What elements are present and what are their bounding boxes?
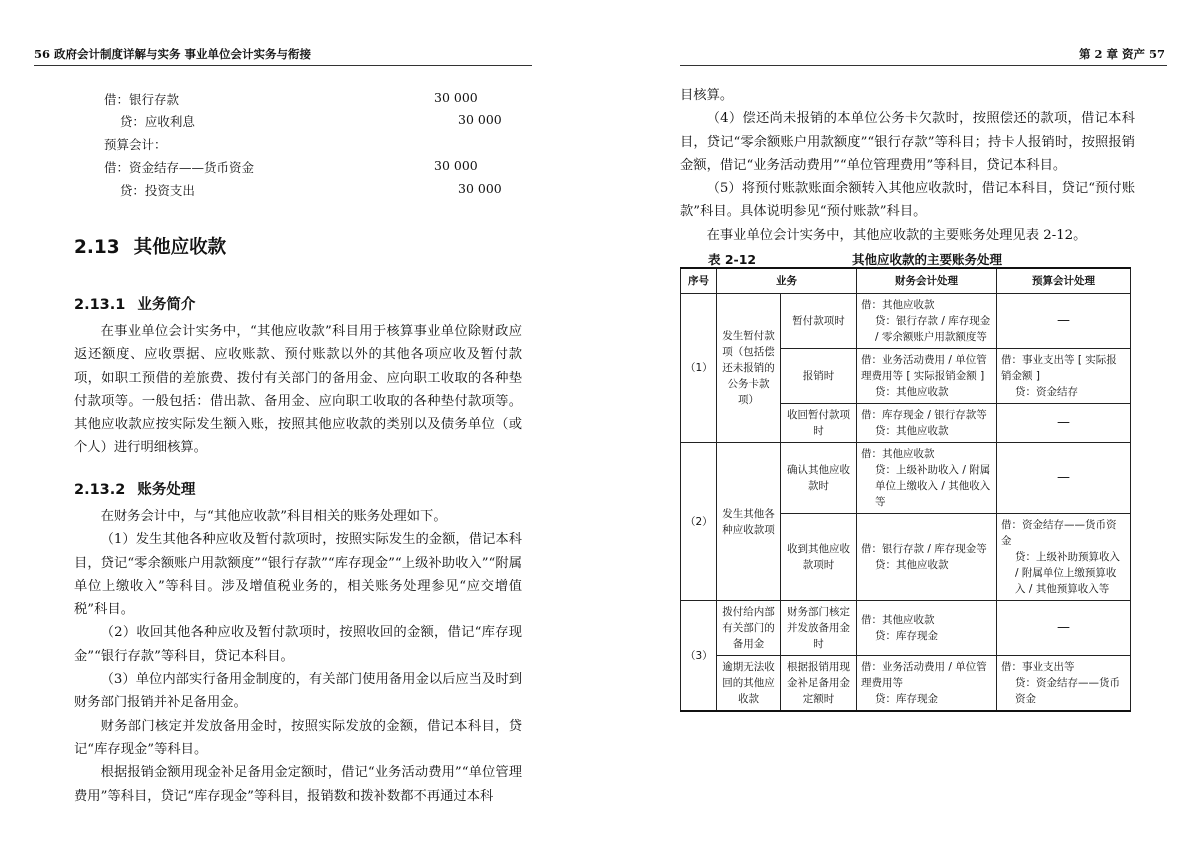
budget-cell: 借：事业支出等 [ 实际报销金额 ] 贷：资金结存	[997, 349, 1131, 404]
row-number: （1）	[681, 294, 717, 443]
budget-cell: 借：事业支出等 贷：资金结存——货币资金	[997, 656, 1131, 712]
journal-amount: 30 000	[434, 90, 478, 105]
journal-line: 预算会计：	[104, 137, 167, 152]
paragraph-block	[680, 84, 1135, 247]
paragraph: 财务部门核定并发放备用金时，按照实际发放的金额，借记本科目，贷记“库存现金”等科目。	[74, 718, 522, 757]
table-number: 表 2-12	[708, 252, 757, 267]
header-rule-left	[34, 65, 532, 66]
row-number: （3）	[681, 601, 717, 712]
sub-business-cell: 确认其他应收款时	[781, 443, 857, 514]
table-row	[681, 656, 1131, 712]
section-number: 2.13	[74, 237, 120, 258]
paragraph: 在财务会计中，与“其他应收款”科目相关的账务处理如下。	[100, 509, 447, 524]
subsection-number: 2.13.2	[74, 482, 126, 498]
financial-cell: 借：其他应收款 贷：上级补助收入 / 附属单位上缴收入 / 其他收入等	[857, 443, 997, 514]
sub-business-cell: 暂付款项时	[781, 294, 857, 349]
budget-cell: —	[997, 294, 1131, 349]
table-header-cell: 预算会计处理	[997, 268, 1131, 294]
table-row	[681, 294, 1131, 349]
journal-amount: 30 000	[458, 181, 502, 196]
paragraph: 根据报销金额用现金补足备用金定额时，借记“业务活动费用”“单位管理费用”等科目，贷记“库存现金”等科目，报销数和拨补数都不再通过本科	[74, 765, 522, 804]
sub-business-cell: 报销时	[781, 349, 857, 404]
journal-line: 借：资金结存——货币资金	[104, 160, 255, 175]
journal-line: 贷：投资支出	[104, 183, 195, 198]
table-title: 其他应收款的主要账务处理	[852, 252, 1003, 267]
business-cell: 发生暂付款项（包括偿还未报销的公务卡款项）	[717, 294, 781, 443]
table-header-cell: 财务会计处理	[857, 268, 997, 294]
financial-cell: 借：银行存款 / 库存现金等 贷：其他应收款	[857, 514, 997, 601]
business-cell: 逾期无法收回的其他应收款	[717, 656, 781, 712]
budget-cell: —	[997, 443, 1131, 514]
budget-cell: —	[997, 601, 1131, 656]
journal-amount: 30 000	[458, 112, 502, 127]
accounting-table	[680, 267, 1131, 712]
business-cell: 拨付给内部有关部门的备用金	[717, 601, 781, 656]
paragraph-block	[74, 320, 522, 460]
financial-cell: 借：其他应收款 贷：银行存款 / 库存现金 / 零余额账户用款额度等	[857, 294, 997, 349]
table-row	[681, 443, 1131, 514]
financial-cell: 借：业务活动费用 / 单位管理费用等 [ 实际报销金额 ] 贷：其他应收款	[857, 349, 997, 404]
section-title: 其他应收款	[133, 237, 227, 258]
subsection-title: 账务处理	[137, 482, 196, 498]
paragraph: （2）收回其他各种应收及暂付款项时，按照收回的金额，借记“库存现金”“银行存款”等科目，贷记本科目。	[74, 625, 522, 664]
journal-amount: 30 000	[434, 158, 478, 173]
sub-business-cell: 根据报销用现金补足备用金定额时	[781, 656, 857, 712]
financial-cell: 借：业务活动费用 / 单位管理费用等 贷：库存现金	[857, 656, 997, 712]
subsection-heading	[74, 293, 195, 314]
paragraph: 在事业单位会计实务中，其他应收款的主要账务处理见表 2-12。	[706, 227, 1087, 243]
paragraph-block	[74, 505, 522, 808]
subsection-number: 2.13.1	[74, 297, 126, 313]
financial-cell: 借：库存现金 / 银行存款等 贷：其他应收款	[857, 404, 997, 443]
section-heading	[74, 233, 226, 259]
paragraph: （3）单位内部实行备用金制度的，有关部门使用备用金以后应当及时到财务部门报销并补足备用金。	[74, 672, 522, 711]
page-header-left: 56 政府会计制度详解与实务 事业单位会计实务与衔接	[34, 47, 312, 61]
paragraph: （5）将预付账款账面余额转入其他应收款时，借记本科目，贷记“预付账款”科目。具体说明参见“预付账款”科目。	[680, 181, 1135, 220]
subsection-title: 业务简介	[137, 297, 196, 313]
table-header-row	[681, 268, 1131, 294]
sub-business-cell: 收回暂付款项时	[781, 404, 857, 443]
budget-cell: —	[997, 404, 1131, 443]
paragraph: （1）发生其他各种应收及暂付款项时，按照实际发生的金额，借记本科目，贷记“零余额账户用款额度”“银行存款”“库存现金”“上级补助收入”“附属单位上缴收入”等科目。涉及增值税业务的，相关账务处理参见“应交增值税”科目。	[74, 532, 522, 618]
budget-cell: 借：资金结存——货币资金 贷：上级补助预算收入 / 附属单位上缴预算收入 / 其他预算收入等	[997, 514, 1131, 601]
row-number: （2）	[681, 443, 717, 601]
paragraph: 目核算。	[680, 88, 734, 103]
header-rule-right	[680, 65, 1167, 66]
sub-business-cell: 财务部门核定并发放备用金时	[781, 601, 857, 656]
business-cell: 发生其他各种应收款项	[717, 443, 781, 601]
journal-line: 贷：应收利息	[104, 114, 195, 129]
financial-cell: 借：其他应收款 贷：库存现金	[857, 601, 997, 656]
paragraph: 在事业单位会计实务中，“其他应收款”科目用于核算事业单位除财政应返还额度、应收票据、应收账款、预付账款以外的其他各项应收及暂付款项，如职工预借的差旅费、拨付有关部门的备用金、应向职工收取的各种垫付款项等。一般包括：借出款、备用金、应向职工收取的各种垫付款项等。其他应收款应按实际发生额入账，按照其他应收款的类别以及债务单位（或个人）进行明细核算。	[74, 324, 522, 456]
page-header-right: 第 2 章 资产 57	[1078, 47, 1165, 61]
table-header-cell: 业务	[717, 268, 857, 294]
subsection-heading	[74, 478, 195, 499]
paragraph: （4）偿还尚未报销的本单位公务卡欠款时，按照偿还的款项，借记本科目，贷记“零余额账户用款额度”“银行存款”等科目；持卡人报销时，按照报销金额，借记“业务活动费用”“单位管理费用”等科目，贷记本科目。	[680, 111, 1135, 173]
table-header-cell: 序号	[681, 268, 717, 294]
journal-line: 借：银行存款	[104, 92, 180, 107]
table-row	[681, 601, 1131, 656]
sub-business-cell: 收到其他应收款项时	[781, 514, 857, 601]
